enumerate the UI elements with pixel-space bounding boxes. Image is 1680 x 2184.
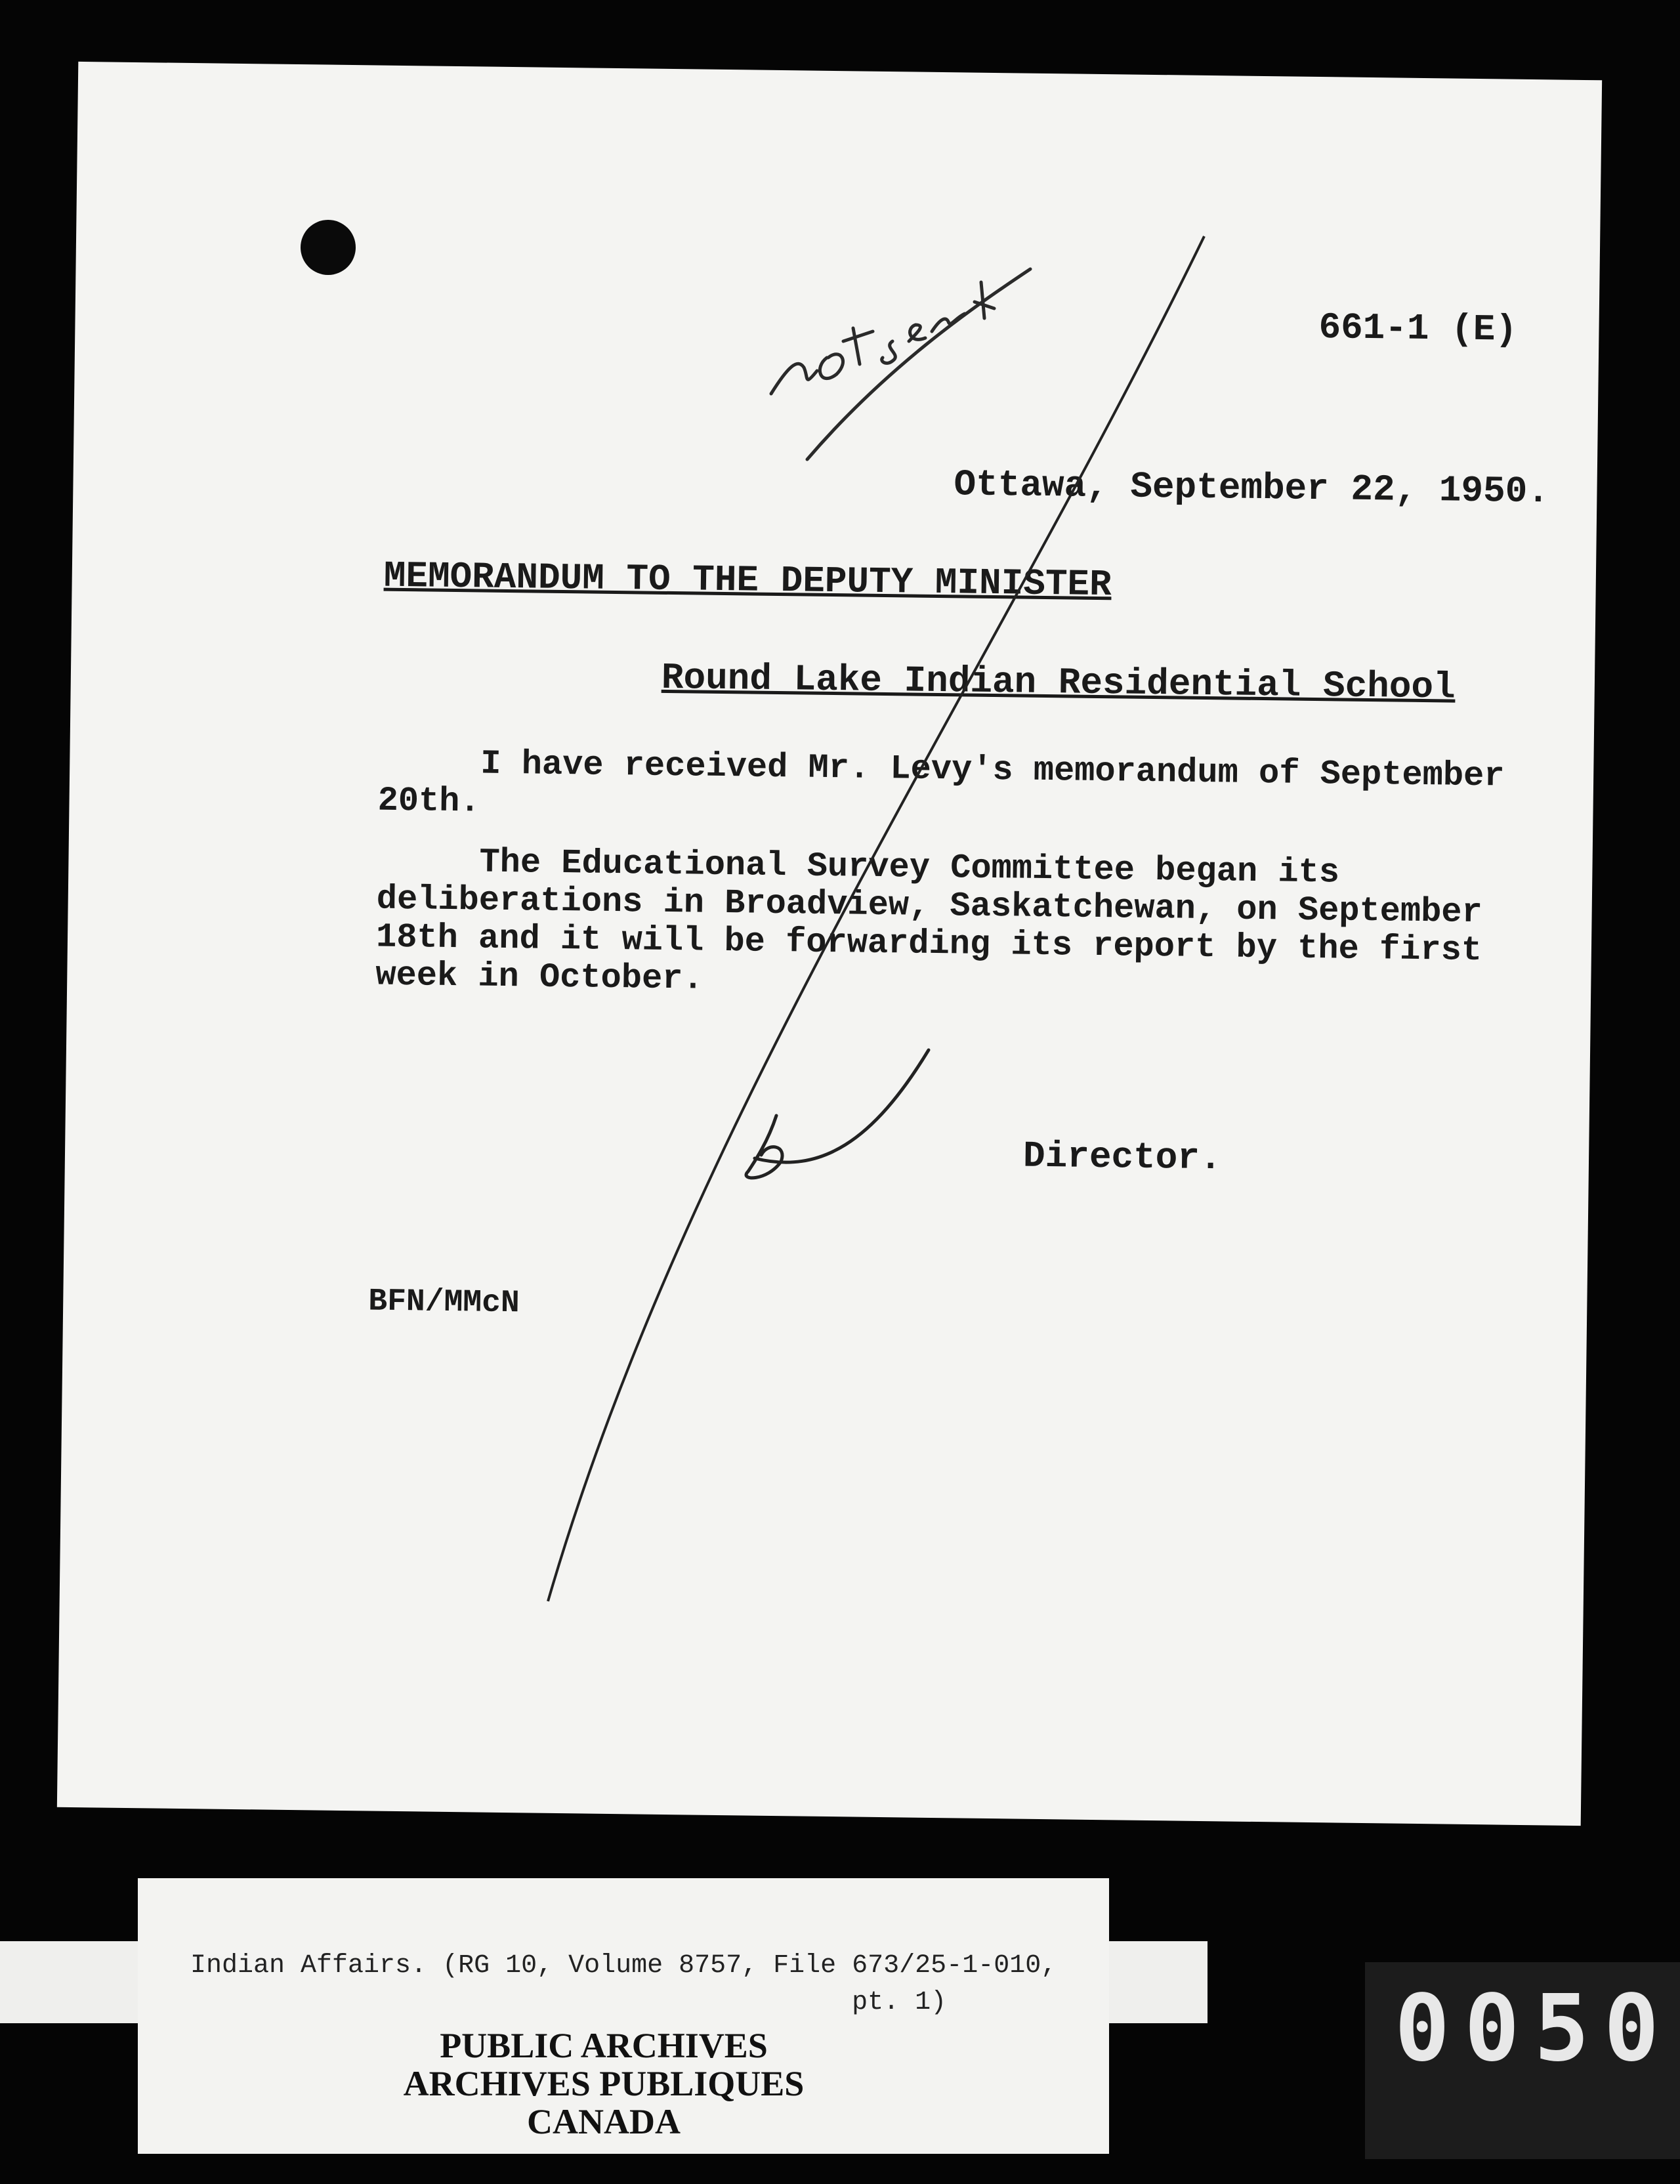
archive-stamp-line-2: ARCHIVES PUBLIQUES	[403, 2064, 805, 2103]
signature-scrawl	[746, 1050, 929, 1178]
archive-citation: Indian Affairs. (RG 10, Volume 8757, File 673/25-1-010, pt. 1)	[190, 1951, 1057, 2017]
archive-stamp-line-3: CANADA	[527, 2102, 681, 2141]
memo-heading: MEMORANDUM TO THE DEPUTY MINISTER	[383, 555, 1112, 606]
paragraph-2: The Educational Survey Committee began its deliberations in Broadview, Saskatchewan, on September 18th and it will be forwarding its report by the first week in October.	[375, 841, 1483, 999]
frame-counter-digits: 0050	[1395, 1975, 1674, 2082]
memo-subject: Round Lake Indian Residential School	[661, 656, 1456, 709]
dateline: Ottawa, September 22, 1950.	[954, 463, 1550, 513]
signature-title: Director.	[1022, 1135, 1222, 1180]
handwritten-note-not-sent	[771, 269, 1030, 459]
paragraph-1: I have received Mr. Levy's memorandum of September 20th.	[377, 743, 1505, 822]
file-number: 661-1 (E)	[1318, 306, 1518, 351]
archive-stamp-line-1: PUBLIC ARCHIVES	[440, 2026, 768, 2065]
cancellation-stroke	[548, 236, 1204, 1601]
reference-initials: BFN/MMcN	[368, 1284, 520, 1322]
